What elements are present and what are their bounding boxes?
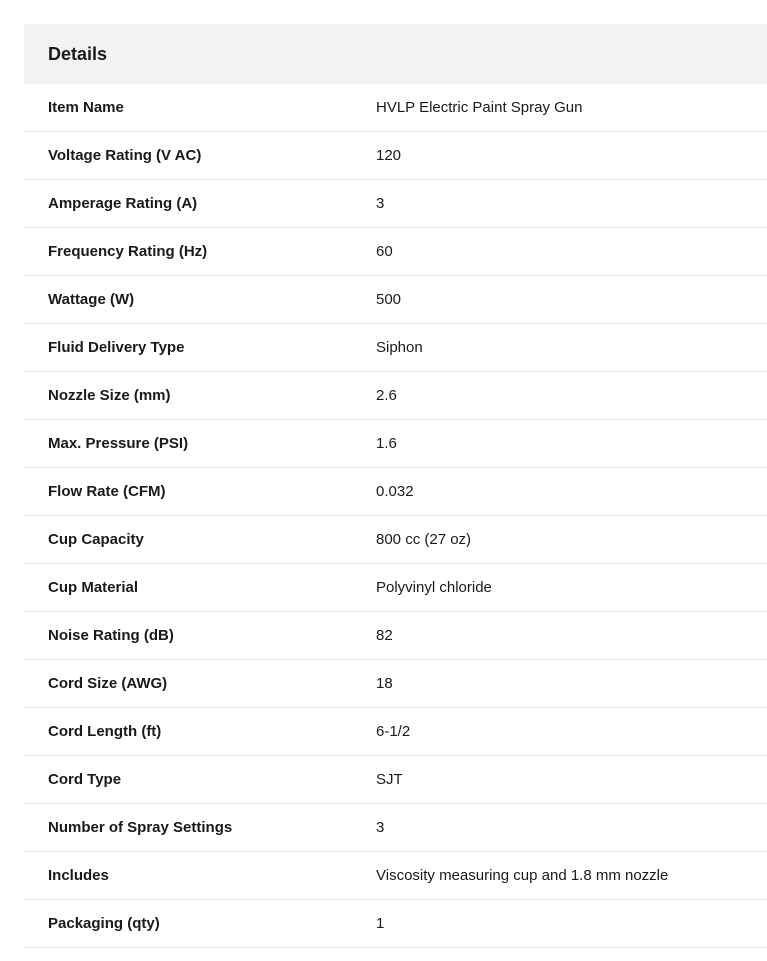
spec-label: Max. Pressure (PSI) bbox=[48, 435, 189, 452]
spec-value: SJT bbox=[376, 771, 403, 788]
spec-label: Noise Rating (dB) bbox=[48, 627, 174, 644]
details-header bbox=[24, 24, 767, 84]
spec-label: Cord Size (AWG) bbox=[48, 675, 168, 692]
spec-label: Number of Spray Settings bbox=[48, 819, 233, 836]
details-title: Details bbox=[48, 43, 108, 64]
spec-value: 3 bbox=[376, 195, 385, 212]
spec-label: Packaging (qty) bbox=[48, 915, 160, 932]
spec-label: Fluid Delivery Type bbox=[48, 339, 185, 356]
spec-label: Includes bbox=[48, 867, 109, 884]
spec-label: Cord Length (ft) bbox=[48, 723, 162, 740]
spec-label: Flow Rate (CFM) bbox=[48, 483, 166, 500]
spec-row-spray-settings bbox=[24, 804, 767, 852]
spec-value: HVLP Electric Paint Spray Gun bbox=[376, 99, 583, 116]
spec-label: Item Name bbox=[48, 99, 124, 116]
spec-value: 500 bbox=[376, 291, 402, 308]
details-rows bbox=[24, 84, 767, 948]
spec-row-cord-size bbox=[24, 660, 767, 708]
spec-row-fluid-delivery-type bbox=[24, 324, 767, 372]
spec-row-packaging bbox=[24, 900, 767, 948]
spec-value: Polyvinyl chloride bbox=[376, 579, 492, 596]
spec-row-item-name bbox=[24, 84, 767, 132]
spec-row-cord-type bbox=[24, 756, 767, 804]
spec-value: 3 bbox=[376, 819, 385, 836]
spec-row-frequency-rating bbox=[24, 228, 767, 276]
spec-row-amperage-rating bbox=[24, 180, 767, 228]
spec-value: 0.032 bbox=[376, 483, 414, 500]
spec-row-cup-capacity bbox=[24, 516, 767, 564]
spec-value: 6-1/2 bbox=[376, 723, 411, 740]
spec-value: 60 bbox=[376, 243, 393, 260]
spec-row-flow-rate bbox=[24, 468, 767, 516]
spec-row-includes bbox=[24, 852, 767, 900]
spec-value: 800 cc (27 oz) bbox=[376, 531, 472, 548]
spec-label: Voltage Rating (V AC) bbox=[48, 147, 202, 164]
spec-value: 1 bbox=[376, 915, 385, 932]
spec-row-noise-rating bbox=[24, 612, 767, 660]
spec-label: Nozzle Size (mm) bbox=[48, 387, 171, 404]
spec-row-cup-material bbox=[24, 564, 767, 612]
spec-value: Viscosity measuring cup and 1.8 mm nozzle bbox=[376, 867, 669, 884]
spec-row-wattage bbox=[24, 276, 767, 324]
spec-label: Wattage (W) bbox=[48, 291, 135, 308]
spec-label: Cup Material bbox=[48, 579, 139, 596]
spec-label: Frequency Rating (Hz) bbox=[48, 243, 208, 260]
spec-value: 1.6 bbox=[376, 435, 397, 452]
spec-value: 82 bbox=[376, 627, 393, 644]
spec-value: 120 bbox=[376, 147, 402, 164]
spec-row-voltage-rating bbox=[24, 132, 767, 180]
spec-row-nozzle-size bbox=[24, 372, 767, 420]
details-table bbox=[24, 24, 767, 948]
spec-value: 2.6 bbox=[376, 387, 397, 404]
spec-value: Siphon bbox=[376, 339, 423, 356]
spec-row-cord-length bbox=[24, 708, 767, 756]
spec-row-max-pressure bbox=[24, 420, 767, 468]
spec-label: Cord Type bbox=[48, 771, 122, 788]
spec-label: Cup Capacity bbox=[48, 531, 144, 548]
spec-value: 18 bbox=[376, 675, 393, 692]
spec-label: Amperage Rating (A) bbox=[48, 195, 198, 212]
